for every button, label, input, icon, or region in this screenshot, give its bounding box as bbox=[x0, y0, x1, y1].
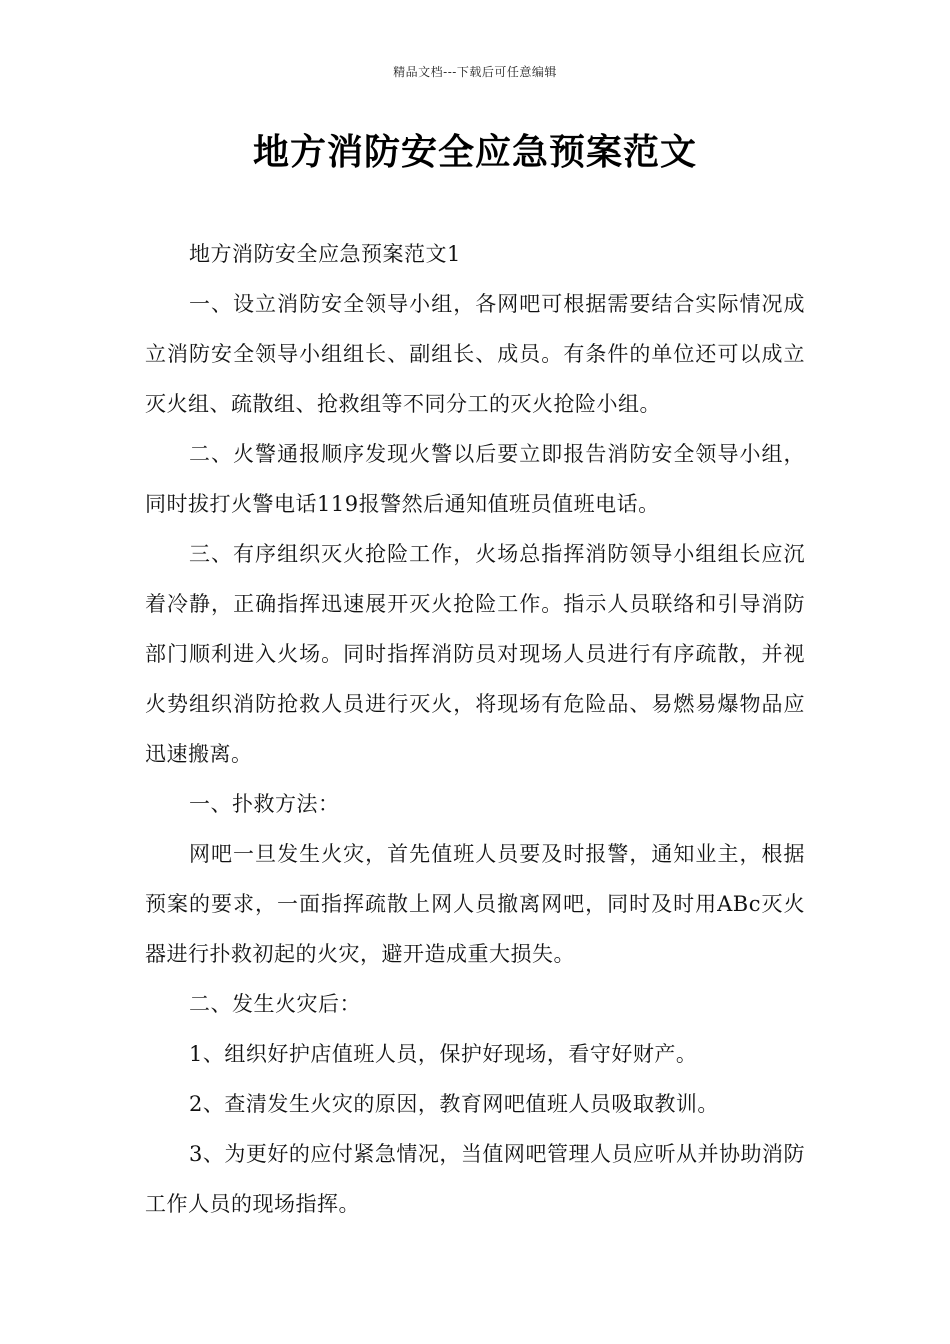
subheading-method: 一、扑救方法： bbox=[189, 792, 340, 816]
page-header: 精品文档---下载后可任意编辑 bbox=[393, 65, 557, 79]
document-body bbox=[145, 229, 805, 1229]
paragraph-fire-report: 二、火警通报顺序发现火警以后要立即报告消防安全领导小组，同时拔打火警电话119报警然后通知值班员值班电话。 bbox=[145, 442, 805, 516]
list-item: 1、组织好护店值班人员，保护好现场，看守好财产。 bbox=[189, 1042, 698, 1066]
list-item: 3、为更好的应付紧急情况，当值网吧管理人员应听从并协助消防工作人员的现场指挥。 bbox=[145, 1142, 805, 1216]
document-title: 地方消防安全应急预案范文 bbox=[252, 132, 697, 173]
paragraph-method: 网吧一旦发生火灾，首先值班人员要及时报警，通知业主，根据预案的要求，一面指挥疏散上网人员撤离网吧，同时及时用ABc灭火器进行扑救初起的火灾，避开造成重大损失。 bbox=[145, 842, 805, 966]
list-item: 2、查清发生火灾的原因，教育网吧值班人员吸取教训。 bbox=[189, 1092, 719, 1116]
paragraph-firefighting: 三、有序组织灭火抢险工作，火场总指挥消防领导小组组长应沉着冷静，正确指挥迅速展开灭火抢险工作。指示人员联络和引导消防部门顺利进入火场。同时指挥消防员对现场人员进行有序疏散，并视火势组织消防抢救人员进行灭火，将现场有危险品、易燃易爆物品应迅速搬离。 bbox=[145, 542, 805, 766]
paragraph-leadership-group: 一、设立消防安全领导小组，各网吧可根据需要结合实际情况成立消防安全领导小组组长、副组长、成员。有条件的单位还可以成立灭火组、疏散组、抢救组等不同分工的灭火抢险小组。 bbox=[145, 292, 805, 416]
subheading-after-fire: 二、发生火灾后： bbox=[189, 992, 361, 1016]
section-heading: 地方消防安全应急预案范文1 bbox=[189, 242, 461, 266]
